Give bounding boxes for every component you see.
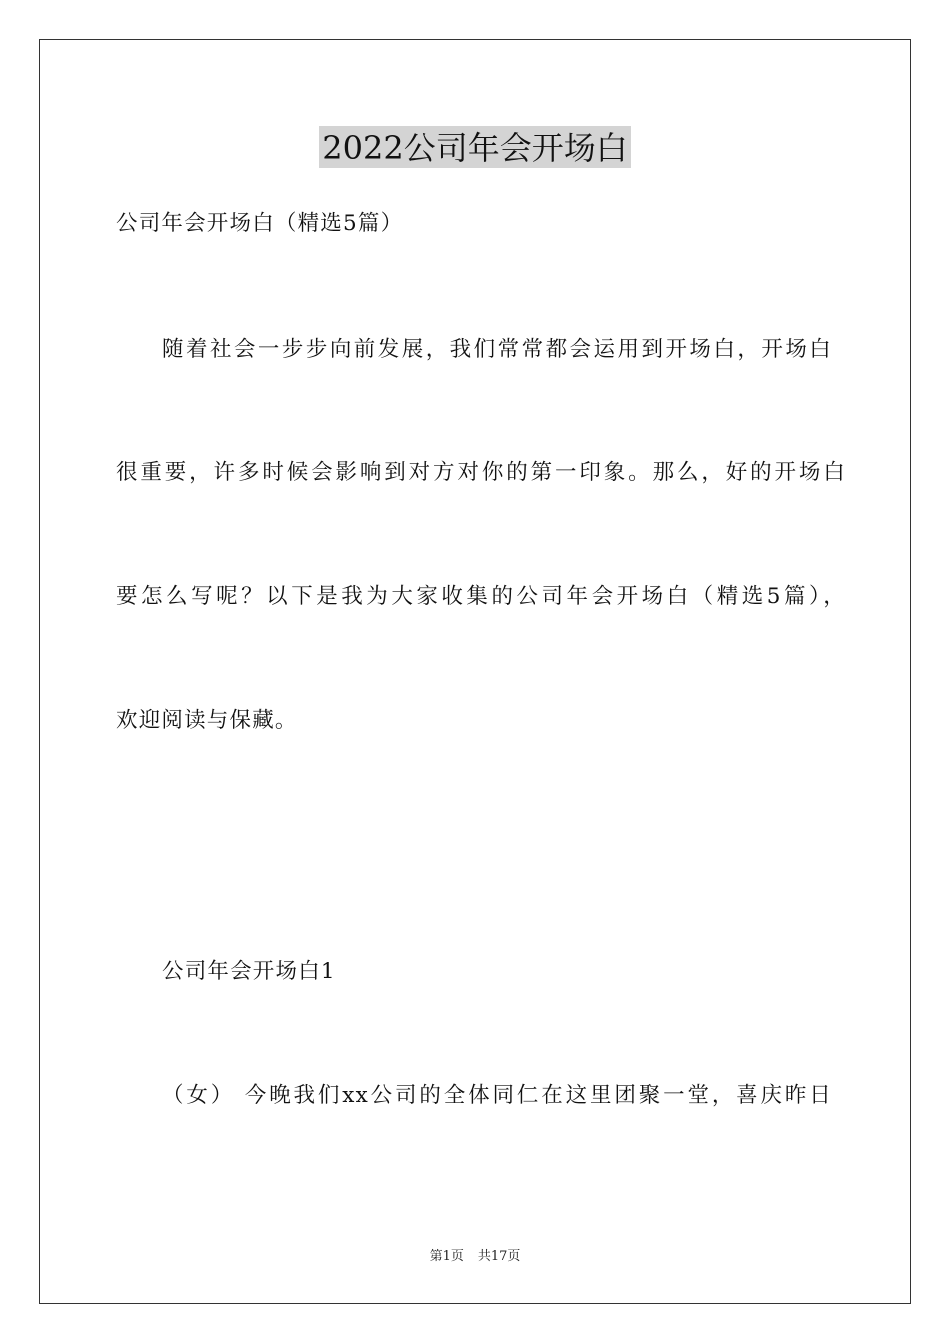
page-number-total: 共17页 [477, 1249, 521, 1264]
paragraph-line: 要怎么写呢？以下是我为大家收集的公司年会开场白（精选5篇）， [116, 584, 846, 609]
document-subtitle: 公司年会开场白（精选5篇） [116, 211, 404, 236]
title-container [0, 126, 950, 168]
paragraph-line: 很重要，许多时候会影响到对方对你的第一印象。那么，好的开场白 [116, 460, 846, 485]
paragraph-line: 随着社会一步步向前发展，我们常常都会运用到开场白，开场白 [162, 337, 832, 362]
section-heading: 公司年会开场白1 [162, 959, 336, 984]
section-body-line: （女） 今晚我们xx公司的全体同仁在这里团聚一堂，喜庆昨日 [162, 1083, 832, 1108]
paragraph-line: 欢迎阅读与保藏。 [116, 708, 298, 733]
page-footer [0, 1248, 950, 1266]
document-title: 2022公司年会开场白 [319, 126, 630, 168]
page-number-current: 第1页 [429, 1249, 464, 1264]
